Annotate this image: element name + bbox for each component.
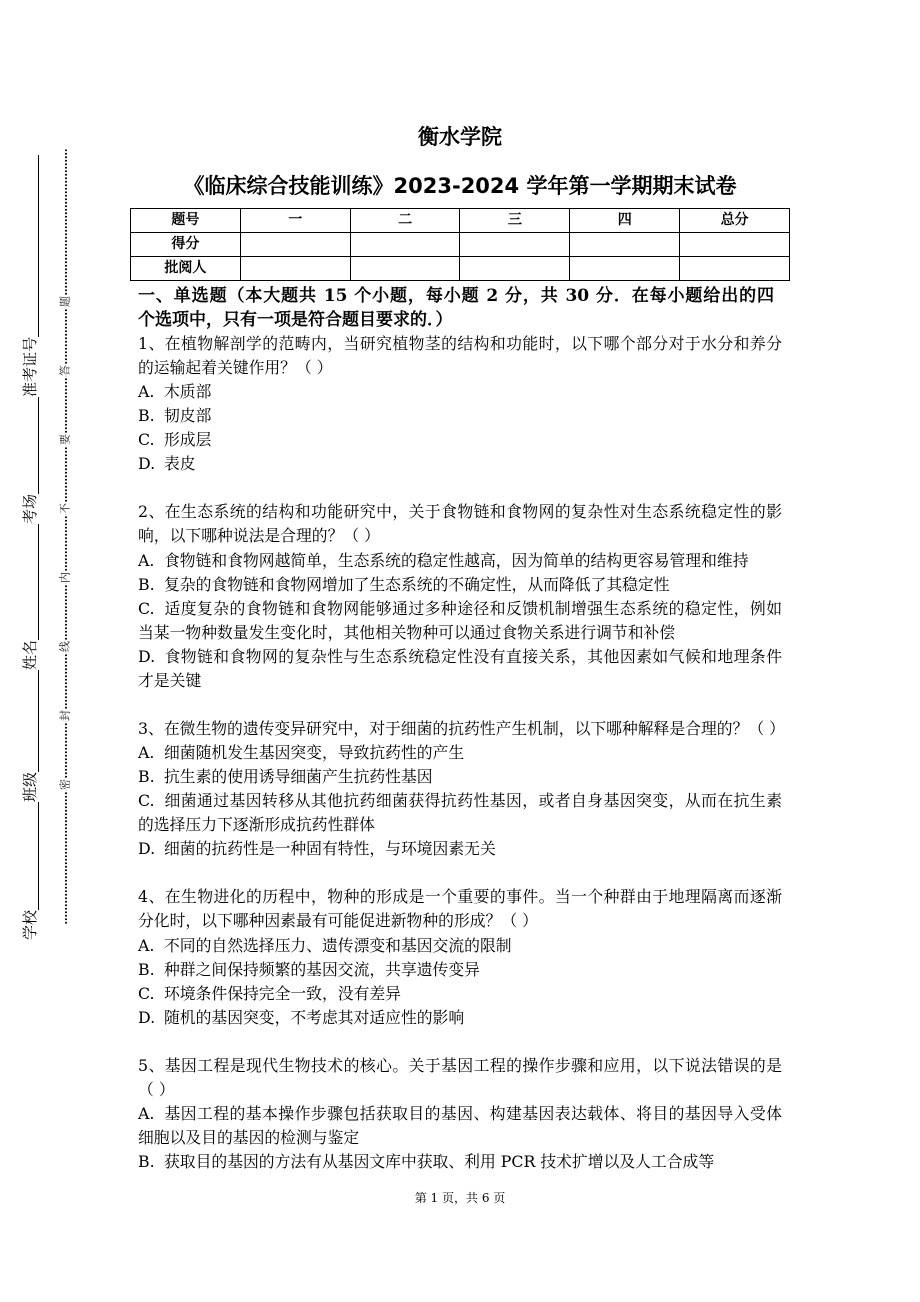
option-label: A. xyxy=(138,382,155,402)
option-text: 适度复杂的食物链和食物网能够通过多种途径和反馈机制增强生态系统的稳定性，例如 xyxy=(164,598,782,618)
option-text: 食物链和食物网的复杂性与生态系统稳定性没有直接关系，其他因素如气候和地理条件 xyxy=(164,646,782,666)
score-table-row-score xyxy=(131,233,790,257)
option-c xyxy=(138,428,782,452)
grader-cell xyxy=(240,257,350,281)
option-label: A. xyxy=(138,550,155,570)
option-label: A. xyxy=(138,1103,155,1123)
option-a xyxy=(138,1102,782,1126)
dotted-line-segment xyxy=(64,308,67,365)
exam-room-label: 考场 xyxy=(21,493,39,524)
dotted-line-segment xyxy=(64,515,67,572)
score-cell xyxy=(460,233,570,257)
option-a xyxy=(138,549,782,573)
option-label: D. xyxy=(138,646,156,666)
option-label: C. xyxy=(138,983,155,1003)
seal-char: 线 xyxy=(58,641,72,652)
seal-char: 要 xyxy=(58,434,72,445)
option-a-continuation: 细胞以及目的基因的检测与鉴定 xyxy=(138,1128,360,1147)
option-d xyxy=(138,1006,782,1030)
seal-char: 题 xyxy=(58,296,72,307)
section-heading-line: 个选项中，只有一项是符合题目要求的．） xyxy=(138,310,453,330)
option-text: 不同的自然选择压力、遗传漂变和基因交流的限制 xyxy=(164,935,512,955)
option-text: 抗生素的使用诱导细菌产生抗药性基因 xyxy=(164,767,433,787)
option-b xyxy=(138,404,782,428)
option-text: 获取目的基因的方法有从基因文库中获取、利用 PCR 技术扩增以及人工合成等 xyxy=(164,1152,715,1172)
option-label: A. xyxy=(138,743,155,763)
question-stem-line: 3、在微生物的遗传变异研究中，对于细菌的抗药性产生机制，以下哪种解释是合理的？（ ） xyxy=(138,718,785,738)
class-label: 班级 xyxy=(21,771,39,802)
dotted-line-segment xyxy=(64,150,67,296)
score-table-header-cell: 三 xyxy=(460,209,570,233)
score-table-header-cell: 总分 xyxy=(680,209,790,233)
option-d xyxy=(138,452,782,476)
question-stem-line: 1、在植物解剖学的范畴内，当研究植物茎的结构和功能时，以下哪个部分对于水分和养分 xyxy=(138,334,782,353)
grader-cell xyxy=(570,257,680,281)
question-list xyxy=(138,332,785,1174)
option-a xyxy=(138,380,782,404)
option-text: 复杂的食物链和食物网增加了生态系统的不确定性，从而降低了其稳定性 xyxy=(164,574,670,594)
school-title: 衡水学院 xyxy=(418,125,502,149)
score-cell xyxy=(350,233,460,257)
option-b xyxy=(138,1150,782,1174)
score-table-row-label: 批阅人 xyxy=(131,257,241,281)
name-blank-line xyxy=(20,524,39,640)
option-label: D. xyxy=(138,1007,156,1027)
option-label: D. xyxy=(138,839,156,859)
seal-char: 答 xyxy=(58,365,72,376)
question-stem-line: 4、在生物进化的历程中，物种的形成是一个重要的事件。当一个种群由于地理隔离而逐渐 xyxy=(138,887,782,907)
option-text: 环境条件保持完全一致，没有差异 xyxy=(164,983,401,1003)
option-text: 表皮 xyxy=(164,454,196,474)
option-label: B. xyxy=(138,767,155,787)
option-a xyxy=(138,741,782,765)
dotted-line-segment xyxy=(64,377,67,434)
option-label: B. xyxy=(138,574,155,594)
score-table-header-cell: 二 xyxy=(350,209,460,233)
option-text: 种群之间保持频繁的基因交流，共享遗传变异 xyxy=(164,959,480,979)
option-text: 木质部 xyxy=(164,382,212,402)
score-table-header-row xyxy=(131,209,790,233)
option-c xyxy=(138,789,782,813)
score-cell xyxy=(240,233,350,257)
dotted-line-segment xyxy=(64,653,67,710)
option-c xyxy=(138,597,782,621)
seal-char: 内 xyxy=(58,572,72,583)
dotted-line-segment xyxy=(64,791,67,925)
score-cell xyxy=(680,233,790,257)
binding-margin-fields xyxy=(19,155,39,945)
option-label: C. xyxy=(138,598,155,618)
option-label: C. xyxy=(138,430,155,450)
option-a xyxy=(138,934,782,958)
option-b xyxy=(138,573,782,597)
option-label: C. xyxy=(138,791,155,811)
margin-spacer xyxy=(38,940,39,945)
option-text: 细菌的抗药性是一种固有特性，与环境因素无关 xyxy=(164,839,496,859)
option-c xyxy=(138,982,782,1006)
exam-room-blank-line xyxy=(20,397,39,494)
option-label: D. xyxy=(138,454,156,474)
score-table xyxy=(130,208,790,281)
score-table-row-label: 得分 xyxy=(131,233,241,257)
grader-cell xyxy=(350,257,460,281)
question-stem-line: 响，以下哪种说法是合理的？（ ） xyxy=(138,526,380,546)
option-d-continuation: 才是关键 xyxy=(138,670,202,690)
page-footer: 第 1 页，共 6 页 xyxy=(414,1191,506,1205)
option-label: B. xyxy=(138,406,155,426)
option-text: 细菌随机发生基因突变，导致抗药性的产生 xyxy=(164,743,465,763)
question-stem-line: 分化时，以下哪种因素最有可能促进新物种的形成？（ ） xyxy=(138,911,538,931)
school-label: 学校 xyxy=(21,909,39,940)
question-stem-line: （ ） xyxy=(138,1079,175,1099)
option-text: 基因工程的基本操作步骤包括获取目的基因、构建基因表达载体、将目的基因导入受体 xyxy=(164,1103,782,1123)
section-heading xyxy=(138,284,774,332)
option-d xyxy=(138,837,782,861)
option-text: 食物链和食物网越简单，生态系统的稳定性越高，因为简单的结构更容易管理和维持 xyxy=(164,550,749,570)
admission-number-label: 准考证号 xyxy=(21,336,39,397)
question-5 xyxy=(138,1054,782,1174)
name-label: 姓名 xyxy=(21,639,39,670)
exam-title: 《临床综合技能训练》2023-2024 学年第一学期期末试卷 xyxy=(183,174,737,198)
question-stem-line: 5、基因工程是现代生物技术的核心。关于基因工程的操作步骤和应用，以下说法错误的是 xyxy=(138,1055,782,1075)
section-heading-line: 一、单选题（本大题共 15 个小题，每小题 2 分，共 30 分．在每小题给出的四 xyxy=(138,286,774,306)
grader-cell xyxy=(460,257,570,281)
score-table-row-grader xyxy=(131,257,790,281)
grader-cell xyxy=(680,257,790,281)
question-2 xyxy=(138,500,782,693)
option-label: B. xyxy=(138,959,155,979)
score-table-header-cell: 四 xyxy=(570,209,680,233)
option-d xyxy=(138,645,782,669)
question-1 xyxy=(138,332,782,476)
option-text: 韧皮部 xyxy=(164,406,212,426)
question-3 xyxy=(138,717,785,861)
seal-char: 密 xyxy=(58,779,72,790)
option-text: 随机的基因突变，不考虑其对适应性的影响 xyxy=(164,1007,465,1027)
question-4 xyxy=(138,885,782,1029)
option-c-continuation: 当某一物种数量发生变化时，其他相关物种可以通过食物关系进行调节和补偿 xyxy=(138,622,676,642)
option-c-continuation: 的选择压力下逐渐形成抗药性群体 xyxy=(138,815,375,835)
school-blank-line xyxy=(20,802,39,910)
question-stem-line: 的运输起着关键作用？（ ） xyxy=(138,358,333,378)
option-b xyxy=(138,958,782,982)
seal-char: 封 xyxy=(58,710,72,721)
score-cell xyxy=(570,233,680,257)
option-label: B. xyxy=(138,1152,155,1172)
question-stem-line: 2、在生态系统的结构和功能研究中，关于食物链和食物网的复杂性对生态系统稳定性的影 xyxy=(138,502,782,522)
class-blank-line xyxy=(20,670,39,772)
option-text: 细菌通过基因转移从其他抗药细菌获得抗药性基因，或者自身基因突变，从而在抗生素 xyxy=(164,791,782,811)
dotted-line-segment xyxy=(64,584,67,641)
dotted-line-segment xyxy=(64,446,67,503)
option-b xyxy=(138,765,782,789)
seal-char: 不 xyxy=(58,503,72,514)
dotted-line-segment xyxy=(64,722,67,779)
score-table-header-cell: 一 xyxy=(240,209,350,233)
option-label: A. xyxy=(138,935,155,955)
score-table-header-cell: 题号 xyxy=(131,209,241,233)
option-text: 形成层 xyxy=(164,430,212,450)
seal-line xyxy=(59,150,73,925)
